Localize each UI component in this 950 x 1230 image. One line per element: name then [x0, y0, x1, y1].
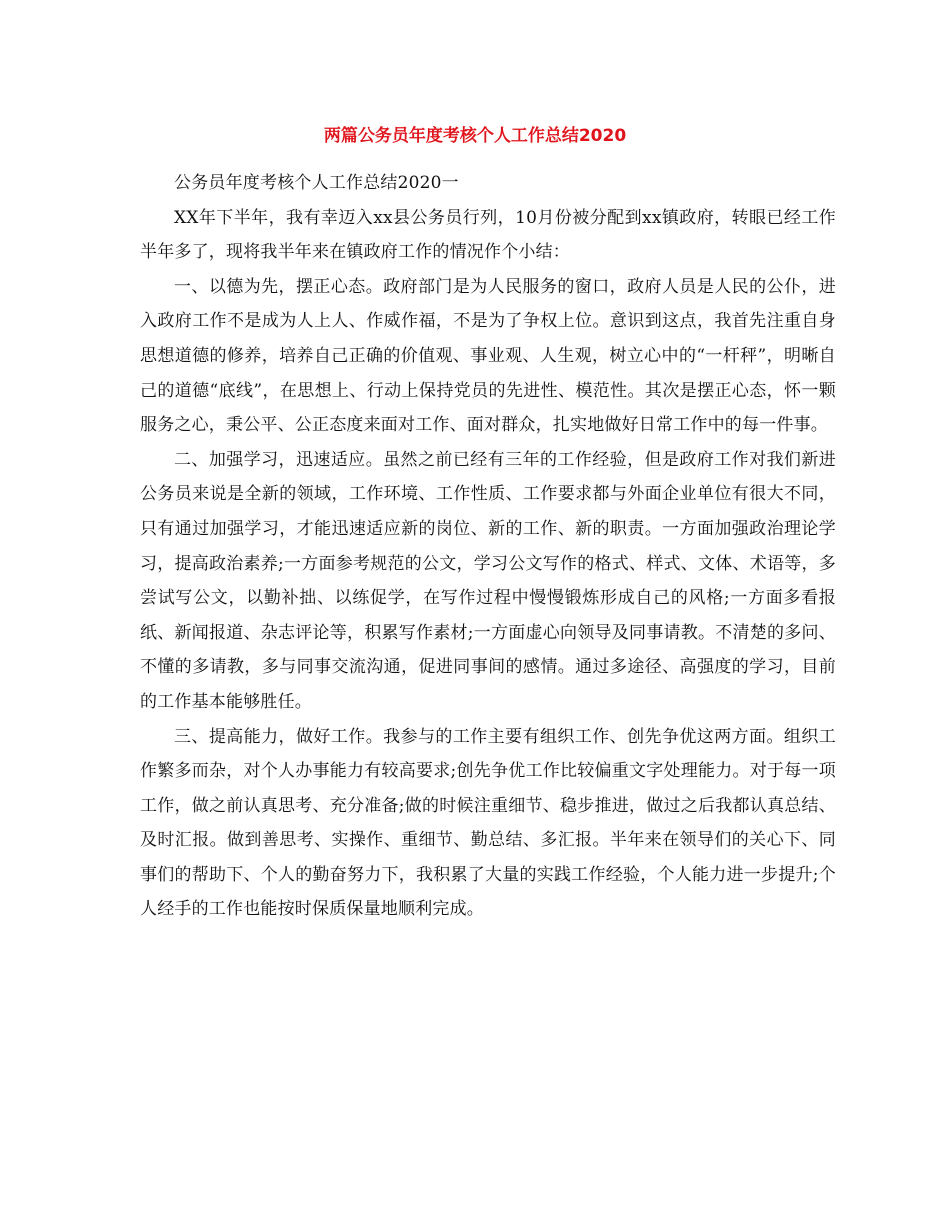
paragraph-ability: 三、提高能力，做好工作。我参与的工作主要有组织工作、创先争优这两方面。组织工作繁多而杂，对个人办事能力有较高要求;创先争优工作比较偏重文字处理能力。对于每一项工作，做之前认真思考、充分准备;做的时候注重细节、稳步推进，做过之后我都认真总结、及时汇报。做到善思考、实操作、重细节、勤总结、多汇报。半年来在领导们的关心下、同事们的帮助下、个人的勤奋努力下，我积累了大量的实践工作经验，个人能力进一步提升;个人经手的工作也能按时保质保量地顺利完成。 [140, 726, 836, 920]
paragraph-learning: 二、加强学习，迅速适应。虽然之前已经有三年的工作经验，但是政府工作对我们新进公务员来说是全新的领域，工作环境、工作性质、工作要求都与外面企业单位有很大不同，只有通过加强学习，才能迅速适应新的岗位、新的工作、新的职责。一方面加强政治理论学习，提高政治素养;一方面参考规范的公文，学习公文写作的格式、样式、文体、术语等，多尝试写公文，以勤补拙、以练促学，在写作过程中慢慢锻炼形成自己的风格;一方面多看报纸、新闻报道、杂志评论等，积累写作素材;一方面虚心向领导及同事请教。不清楚的多问、不懂的多请教，多与同事交流沟通，促进同事间的感情。通过多途径、高强度的学习，目前的工作基本能够胜任。 [140, 449, 836, 712]
document-title: 两篇公务员年度考核个人工作总结2020 [323, 126, 627, 146]
paragraph-morality: 一、以德为先，摆正心态。政府部门是为人民服务的窗口，政府人员是人民的公仆，进入政府工作不是成为人上人、作威作福，不是为了争权上位。意识到这点，我首先注重自身思想道德的修养，培养自己正确的价值观、事业观、人生观，树立心中的“一杆秤”，明晰自己的道德“底线”，在思想上、行动上保持党员的先进性、模范性。其次是摆正心态，怀一颗服务之心，秉公平、公正态度来面对工作、面对群众，扎实地做好日常工作中的每一件事。 [140, 276, 836, 436]
document-body [140, 166, 836, 927]
intro-paragraph: XX年下半年，我有幸迈入xx县公务员行列，10月份被分配到xx镇政府，转眼已经工作半年多了，现将我半年来在镇政府工作的情况作个小结： [140, 207, 836, 263]
section-heading: 公务员年度考核个人工作总结2020一 [174, 173, 459, 193]
